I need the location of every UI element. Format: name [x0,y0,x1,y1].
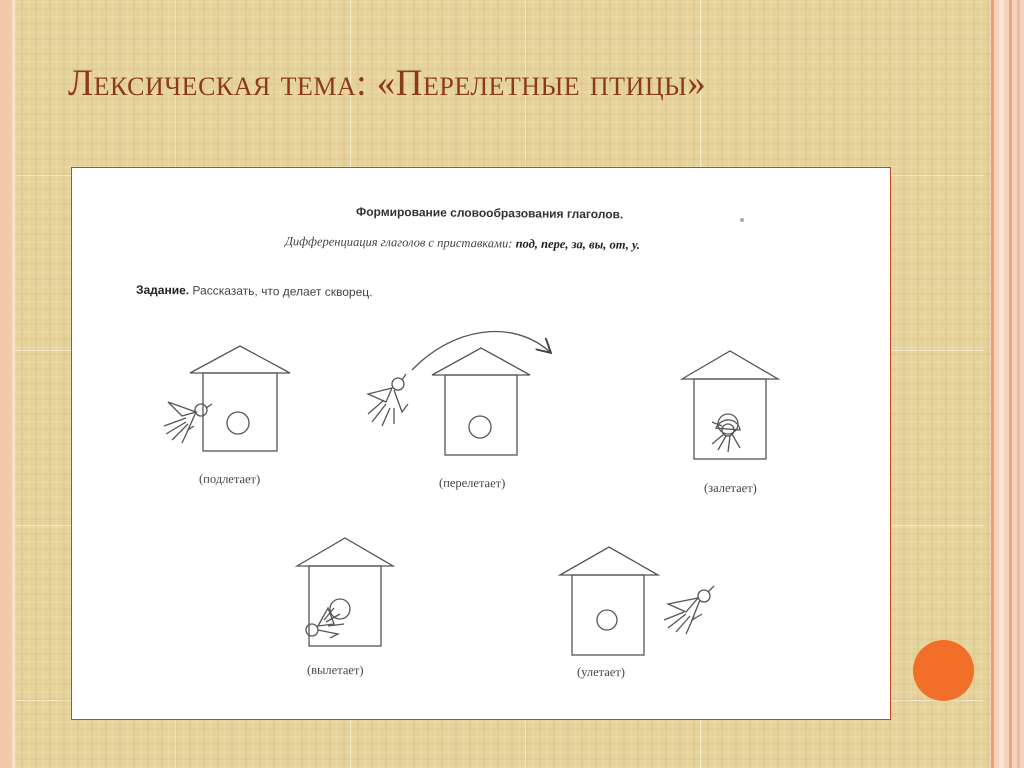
worksheet-task [136,283,373,299]
caption-podletaet: (подлетает) [198,471,261,487]
starling-icon [712,420,740,452]
birdhouse [432,348,530,455]
scan-speck [740,218,744,222]
right-decor-line [991,0,994,768]
scanned-worksheet [71,167,891,720]
right-decor-line [999,0,1004,768]
birdhouse [682,351,778,459]
caption-uletaet: (улетает) [576,664,626,680]
right-decor-line [1009,0,1012,768]
right-decor-line [1017,0,1020,768]
prefix-list: под, пере, за, вы, от, у. [515,236,641,252]
birdhouse [560,547,658,655]
caption-pereletaet: (перелетает) [438,475,506,491]
subheading-text: Дифференциация глаголов с приставками: [284,234,516,251]
left-decor-stripe [12,0,15,768]
starling-icon [306,608,344,638]
decorative-circle [913,640,974,701]
birdhouse [297,538,393,646]
worksheet-heading: Формирование словообразования глаголов. [355,204,624,222]
task-label: Задание. [135,282,190,298]
starling-icon [664,586,714,634]
birdhouse [190,346,290,451]
starling-icon [368,374,408,426]
caption-vyletaet: (вылетает) [306,662,364,678]
starling-icon [164,402,212,443]
flight-arrow [412,332,550,370]
left-decor-stripe [0,0,12,768]
caption-zaletaet: (залетает) [703,480,757,496]
slide-title: Лексическая тема: «Перелетные птицы» [68,63,707,104]
task-text: Рассказать, что делает скворец. [189,283,373,300]
